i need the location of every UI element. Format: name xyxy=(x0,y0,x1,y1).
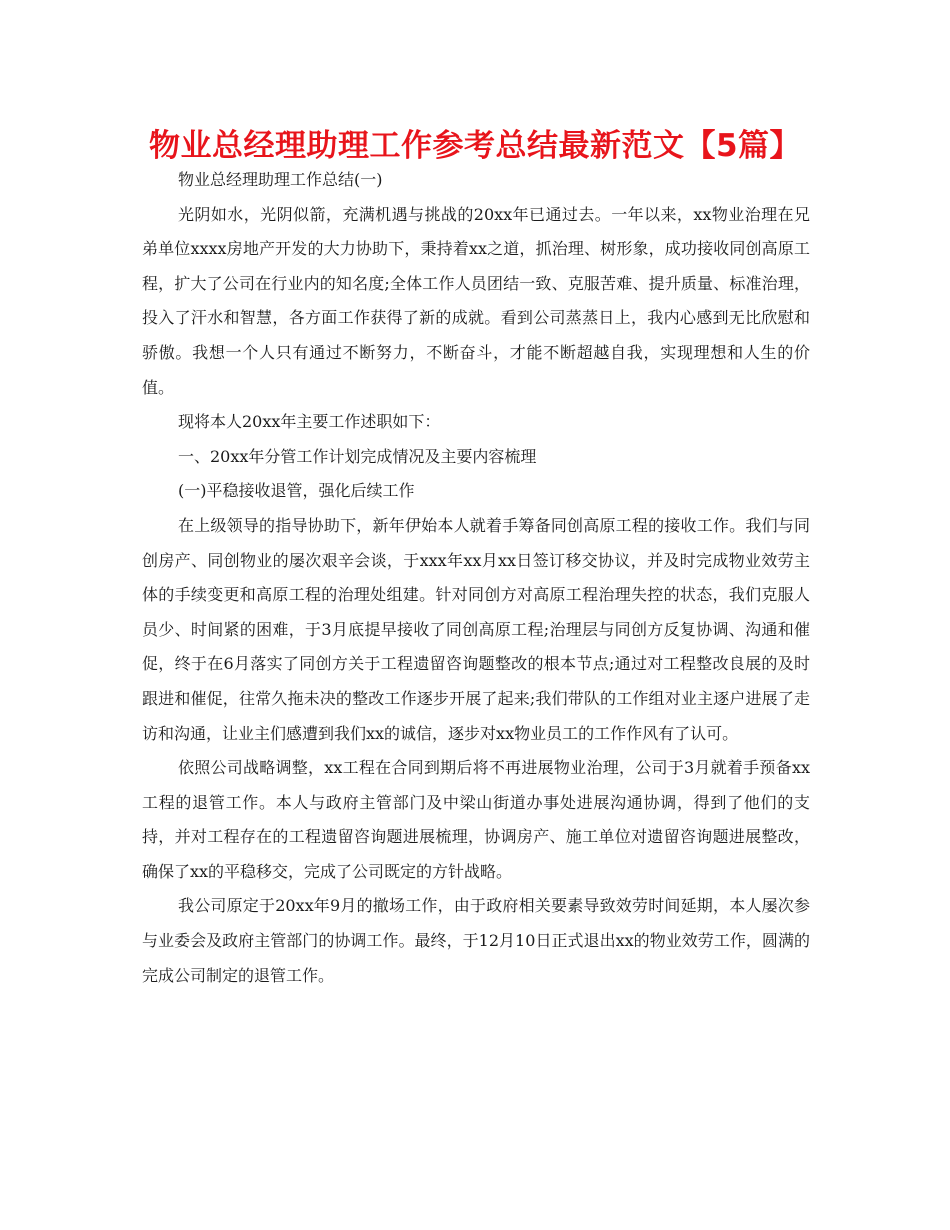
document-title: 物业总经理助理工作参考总结最新范文【5篇】 xyxy=(148,128,802,164)
section-heading: 一、20xx年分管工作计划完成情况及主要内容梳理 xyxy=(178,446,537,466)
paragraph: 我公司原定于20xx年9月的撤场工作，由于政府相关要素导致效劳时间延期，本人屡次参与业委会及政府主管部门的协调工作。最终，于12月10日正式退出xx的物业效劳工作，圆满的完成公司制定的退管工作。 xyxy=(142,896,810,985)
section-heading: (一)平稳接收退管，强化后续工作 xyxy=(178,481,415,501)
paragraph: 依照公司战略调整，xx工程在合同到期后将不再进展物业治理，公司于3月就着手预备xx工程的退管工作。本人与政府主管部门及中梁山街道办事处进展沟通协调，得到了他们的支持，并对工程存在的工程遗留咨询题进展梳理，协调房产、施工单位对遗留咨询题进展整改，确保了xx的平稳移交，完成了公司既定的方针战略。 xyxy=(142,758,810,881)
paragraph: 现将本人20xx年主要工作述职如下： xyxy=(178,412,441,432)
section-heading: 物业总经理助理工作总结(一) xyxy=(178,170,383,189)
paragraph: 在上级领导的指导协助下，新年伊始本人就着手筹备同创高原工程的接收工作。我们与同创房产、同创物业的屡次艰辛会谈，于xxx年xx月xx日签订移交协议，并及时完成物业效劳主体的手续变更和高原工程的治理处组建。针对同创方对高原工程治理失控的状态，我们克服人员少、时间紧的困难，于3月底提早接收了同创高原工程;治理层与同创方反复协调、沟通和催促，终于在6月落实了同创方关于工程遗留咨询题整改的根本节点;通过对工程整改良展的及时跟进和催促，往常久拖未决的整改工作逐步开展了起来;我们带队的工作组对业主逐户进展了走访和沟通，让业主们感遭到我们xx的诚信，逐步对xx物业员工的工作作风有了认可。 xyxy=(142,515,810,743)
paragraph: 光阴如水，光阴似箭，充满机遇与挑战的20xx年已通过去。一年以来，xx物业治理在兄弟单位xxxx房地产开发的大力协助下，秉持着xx之道，抓治理、树形象，成功接收同创高原工程，扩大了公司在行业内的知名度;全体工作人员团结一致、克服苦难、提升质量、标准治理，投入了汗水和智慧，各方面工作获得了新的成就。看到公司蒸蒸日上，我内心感到无比欣慰和骄傲。我想一个人只有通过不断努力，不断奋斗，才能不断超越自我，实现理想和人生的价值。 xyxy=(142,204,810,397)
document-body xyxy=(142,163,810,993)
